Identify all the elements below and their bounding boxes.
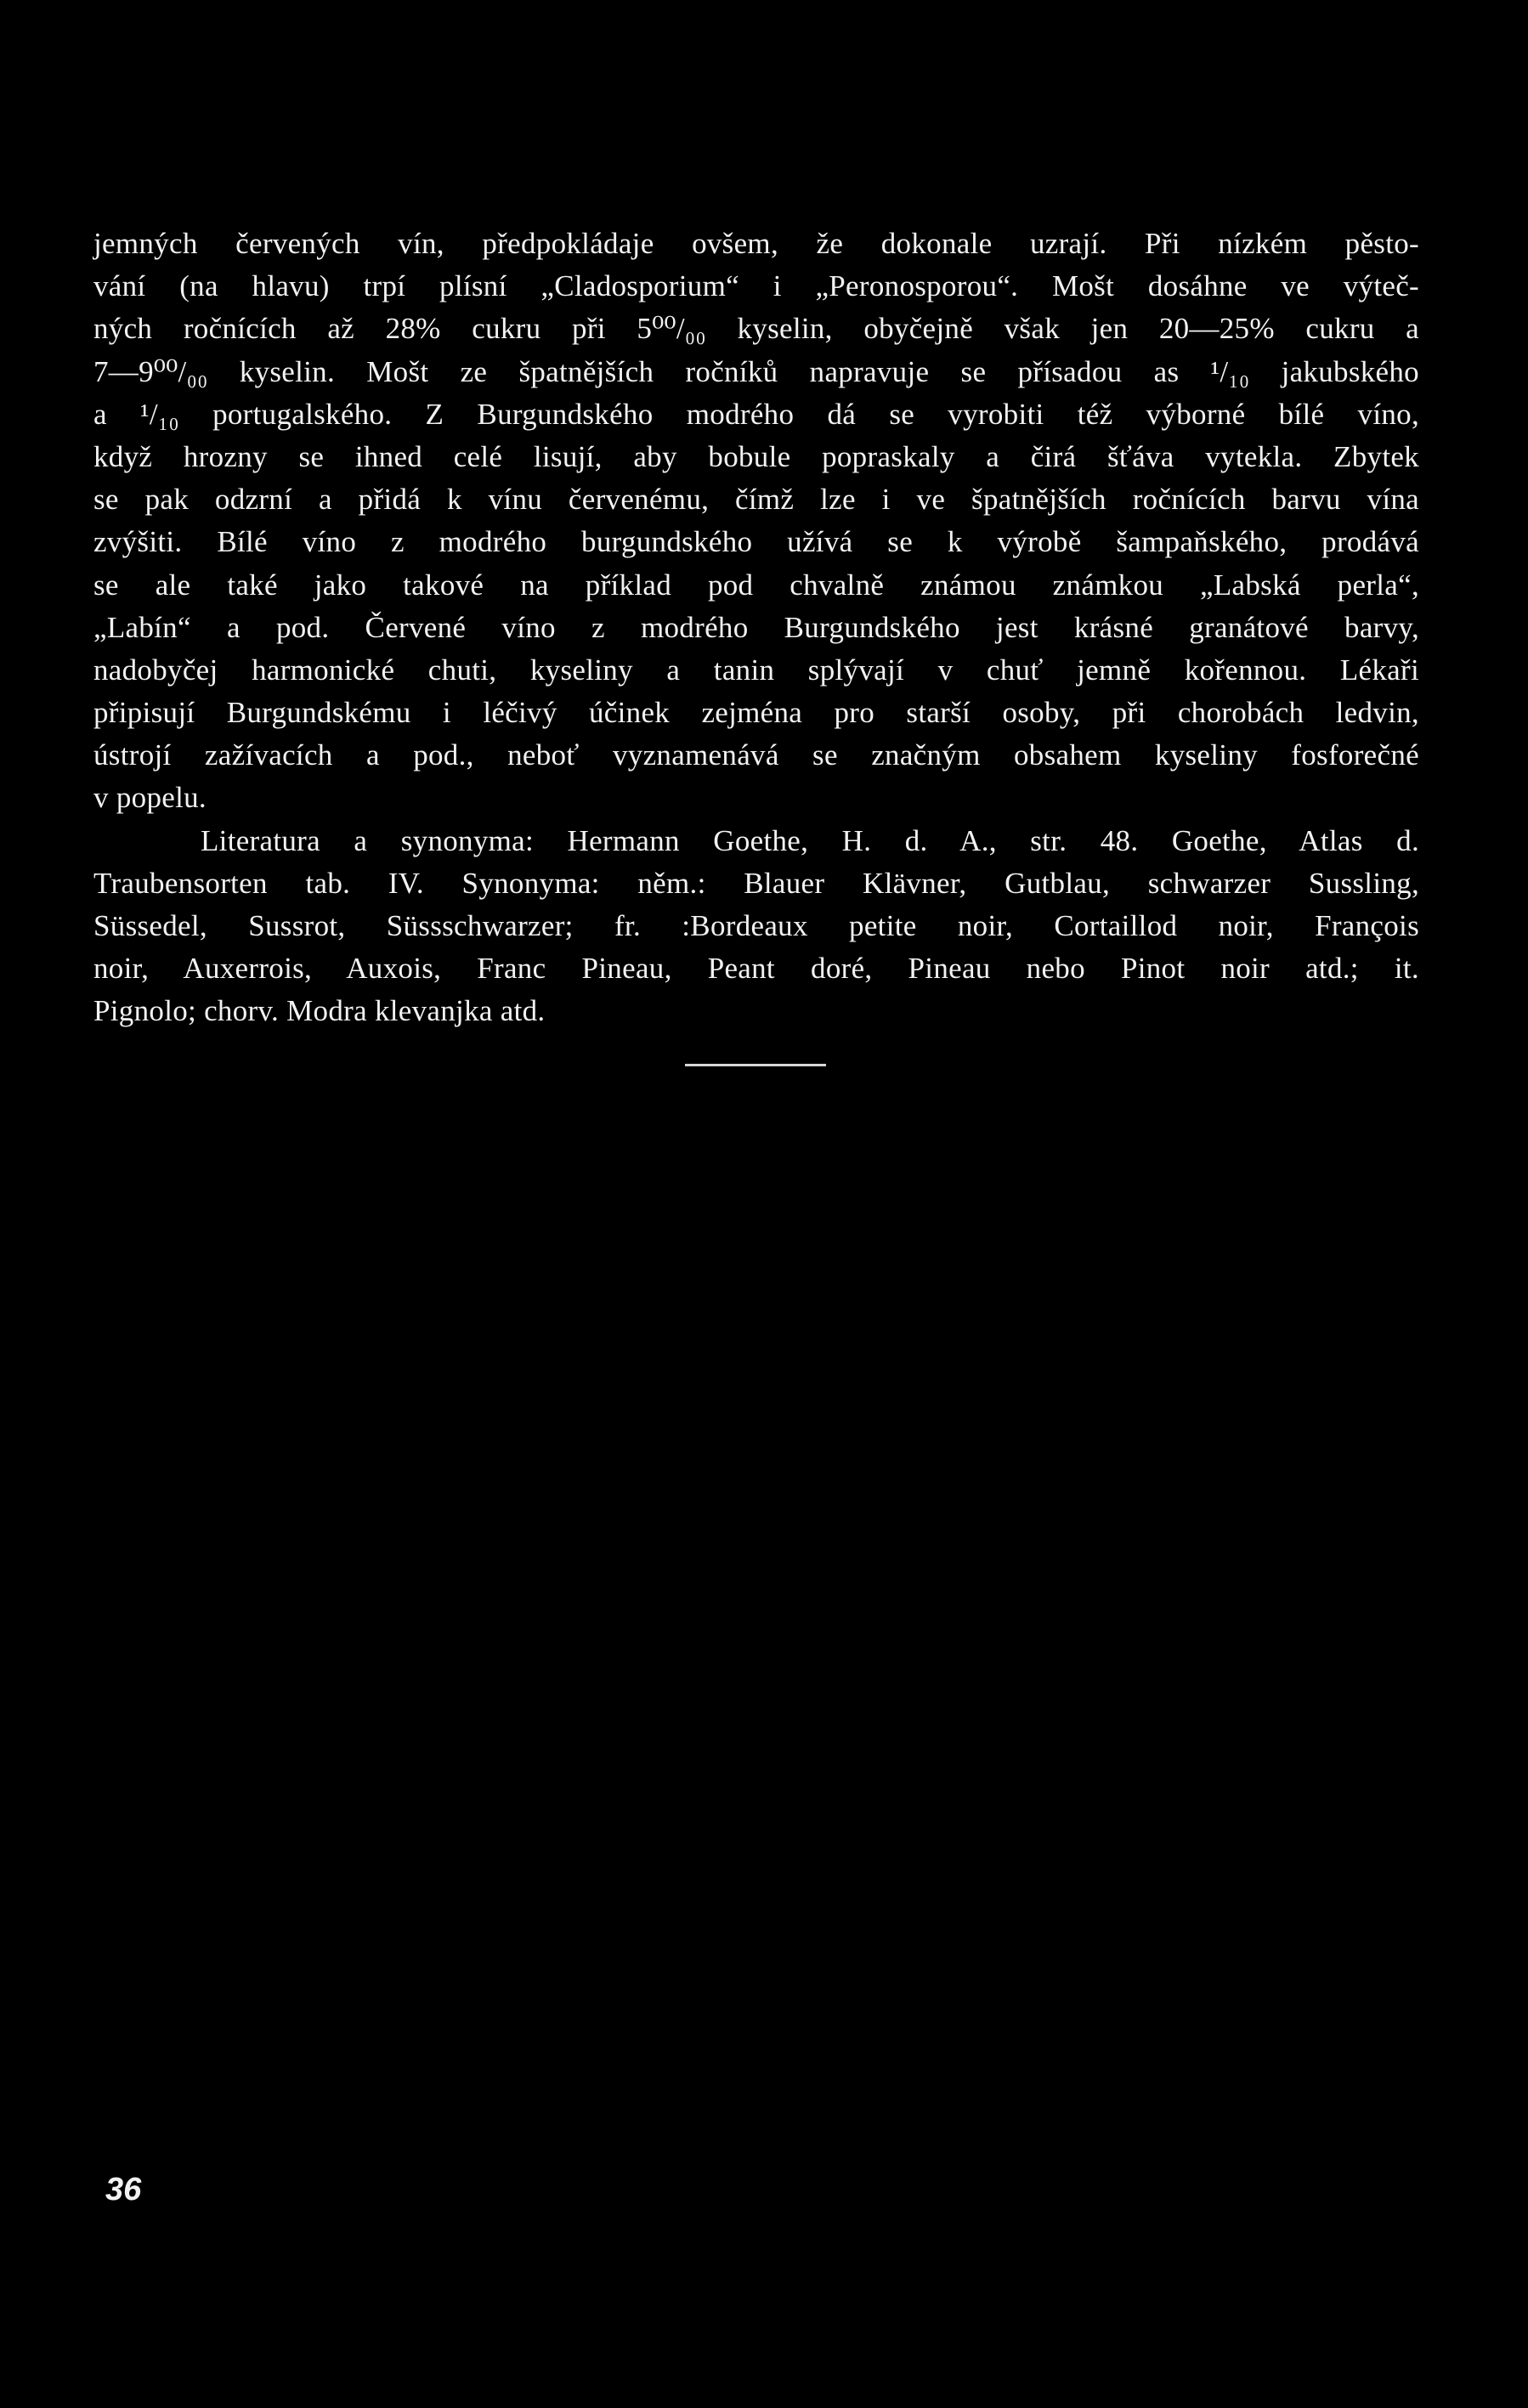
text-line: Pignolo; chorv. Modra klevanjka atd.	[93, 994, 546, 1028]
text-line: když hrozny se ihned celé lisují, aby bobule popraskaly a čirá šťáva vytekla. Zbytek	[93, 439, 1419, 473]
section-divider	[685, 1064, 826, 1066]
text-line: „Labín“ a pod. Červené víno z modrého Burgundského jest krásné granátové barvy,	[93, 610, 1419, 644]
literature-heading-line: Literatura a synonyma: Hermann Goethe, H. d. A., str. 48. Goethe, Atlas d.	[201, 823, 1419, 857]
page-number: 36	[105, 2172, 142, 2207]
text-line: jemných červených vín, předpokládaje ovšem, že dokonale uzrají. Při nízkém pěsto-	[93, 227, 1419, 260]
text-line: v popelu.	[93, 781, 207, 815]
body-text	[93, 223, 1419, 1033]
text-line: připisují Burgundskému i léčivý účinek zejména pro starší osoby, při chorobách ledvin,	[93, 696, 1419, 730]
text-line: ústrojí zažívacích a pod., neboť vyznamenává se značným obsahem kyseliny fosforečné	[93, 738, 1419, 772]
text-line: noir, Auxerrois, Auxois, Franc Pineau, Peant doré, Pineau nebo Pinot noir atd.; it.	[93, 952, 1419, 986]
text-line: vání (na hlavu) trpí plísní „Cladosporium“ i „Peronosporou“. Mošt dosáhne ve výteč-	[93, 269, 1419, 303]
text-line: zvýšiti. Bílé víno z modrého burgundského užívá se k výrobě šampaňského, prodává	[93, 525, 1419, 559]
text-line: se pak odzrní a přidá k vínu červenému, čímž lze i ve špatnějších ročnících barvu vína	[93, 483, 1419, 517]
text-line: se ale také jako takové na příklad pod chvalně známou známkou „Labská perla“,	[93, 568, 1419, 602]
text-line: Süssedel, Sussrot, Süssschwarzer; fr. :Bordeaux petite noir, Cortaillod noir, François	[93, 909, 1419, 942]
text-line: nadobyčej harmonické chuti, kyseliny a tanin splývají v chuť jemně kořennou. Lékaři	[93, 653, 1419, 687]
text-line: Traubensorten tab. IV. Synonyma: něm.: Blauer Klävner, Gutblau, schwarzer Sussling,	[93, 866, 1419, 900]
text-line: a ¹/₁₀ portugalského. Z Burgundského modrého dá se vyrobiti též výborné bílé víno,	[93, 397, 1419, 431]
text-line: 7—9⁰⁰/₀₀ kyselin. Mošt ze špatnějších ročníků napravuje se přísadou as ¹/₁₀ jakubského	[93, 354, 1419, 388]
text-line: ných ročnících až 28% cukru při 5⁰⁰/₀₀ kyselin, obyčejně však jen 20—25% cukru a	[93, 312, 1419, 346]
